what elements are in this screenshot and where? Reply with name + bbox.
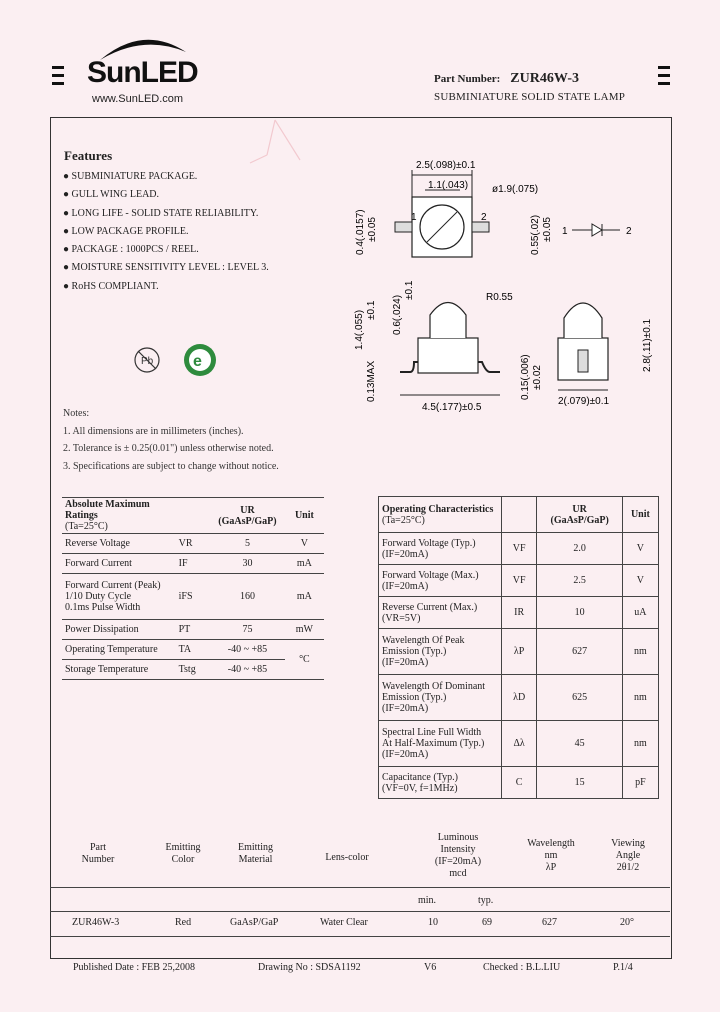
header-right-bar [658, 82, 670, 85]
op-char-col-mat: (GaAsP/GaP) [550, 514, 609, 526]
feature-item: ● PACKAGE : 1000PCS / REEL. [63, 244, 199, 256]
svg-text:Pb: Pb [141, 356, 154, 367]
param-symbol: TA [176, 640, 211, 660]
selection-header: Wavelength nm λP [527, 838, 575, 873]
note-item: 2. Tolerance is ± 0.25(0.01") unless otherwise noted. [63, 443, 274, 454]
param-value: 625 [537, 675, 622, 721]
dim-height-tol: ±0.1 [366, 300, 377, 320]
op-char-title: Operating Characteristics [382, 503, 494, 515]
param-name: Reverse Voltage [62, 534, 176, 554]
op-char-cond: (Ta=25°C) [382, 514, 425, 526]
notes-title: Notes: [63, 408, 90, 419]
param-name: Wavelength Of Peak Emission (Typ.) (IF=20mA) [379, 629, 502, 675]
param-value: 15 [537, 767, 622, 799]
selection-header: Luminous Intensity (IF=20mA) mcd [434, 832, 482, 879]
selection-header: Emitting Material [238, 842, 273, 865]
checked-by: Checked : B.L.LIU [483, 962, 561, 973]
note-item: 1. All dimensions are in millimeters (inches). [63, 425, 244, 437]
pin-1: 1 [411, 212, 417, 223]
notes [63, 405, 279, 475]
param-unit: pF [622, 767, 658, 799]
param-symbol: VF [501, 533, 537, 565]
feature-item: ● LONG LIFE - SOLID STATE RELIABILITY. [63, 207, 259, 219]
header-right-bar [658, 66, 670, 69]
param-value: 30 [210, 554, 285, 574]
abs-max-row [62, 554, 324, 574]
feature-item: ● MOISTURE SENSITIVITY LEVEL : LEVEL 3. [63, 262, 269, 274]
param-unit: uA [622, 597, 658, 629]
dim-lead-thk: 0.15(.006) [520, 354, 531, 400]
selection-headers [50, 828, 670, 886]
page-number: P.1/4 [613, 962, 633, 973]
website[interactable]: www.SunLED.com [92, 93, 184, 105]
param-symbol: IR [501, 597, 537, 629]
param-value: 2.5 [537, 565, 622, 597]
abs-max-row [62, 620, 324, 640]
param-symbol: λD [501, 675, 537, 721]
param-unit: mA [285, 554, 324, 574]
param-symbol: IF [176, 554, 211, 574]
selection-cell: 20° [620, 917, 634, 928]
schematic-pin-1: 1 [562, 226, 568, 237]
part-number: ZUR46W-3 [510, 71, 579, 86]
param-name: Wavelength Of Dominant Emission (Typ.) (IF=20mA) [379, 675, 502, 721]
dim-lens-h-tol: ±0.1 [404, 280, 415, 300]
dim-height: 1.4(.055) [354, 309, 365, 350]
param-value: 45 [537, 721, 622, 767]
part-number-line [434, 69, 579, 87]
abs-max-table [62, 497, 324, 680]
part-number-label: Part Number: [434, 73, 501, 85]
selection-header: Lens-color [325, 852, 369, 863]
param-name: Operating Temperature [62, 640, 176, 660]
param-value: 2.0 [537, 533, 622, 565]
subtitle: SUBMINIATURE SOLID STATE LAMP [434, 91, 626, 103]
param-value: 160 [210, 574, 285, 620]
abs-max-col-ur: UR [240, 504, 255, 516]
features-list [63, 168, 269, 296]
param-unit: V [622, 565, 658, 597]
op-char-row [379, 629, 659, 675]
param-symbol: VR [176, 534, 211, 554]
param-unit: nm [622, 721, 658, 767]
dim-inner-width: 1.1(.043) [428, 180, 469, 191]
feature-item: ● GULL WING LEAD. [63, 189, 160, 201]
selection-header: Emitting Color [165, 842, 201, 865]
param-symbol: iFS [176, 574, 211, 620]
op-char-row [379, 597, 659, 629]
param-name: Capacitance (Typ.) (VF=0V, f=1MHz) [379, 767, 502, 799]
param-value: 75 [210, 620, 285, 640]
selection-cell: Water Clear [320, 917, 368, 928]
dim-standoff: 0.13MAX [366, 360, 377, 402]
param-unit: mA [285, 574, 324, 620]
dim-left-tol: ±0.05 [367, 217, 378, 242]
param-unit: nm [622, 629, 658, 675]
param-name: Forward Current (Peak) 1/10 Duty Cycle 0.1ms Pulse Width [62, 574, 176, 620]
param-name: Reverse Current (Max.) (VR=5V) [379, 597, 502, 629]
selection-row [50, 917, 670, 933]
selection-cell: 10 [428, 917, 438, 928]
op-char-table [378, 496, 659, 799]
param-symbol: C [501, 767, 537, 799]
header-left-bar [52, 74, 64, 77]
rohs-e-icon [182, 342, 218, 378]
op-char-row [379, 533, 659, 565]
abs-max-row [62, 574, 324, 620]
param-unit: mW [285, 620, 324, 640]
param-value: 10 [537, 597, 622, 629]
param-name: Forward Current [62, 554, 176, 574]
abs-max-cond: (Ta=25°C) [65, 521, 108, 532]
param-name: Spectral Line Full Width At Half-Maximum (Typ.) (IF=20mA) [379, 721, 502, 767]
feature-item: ● RoHS COMPLIANT. [63, 280, 159, 292]
param-symbol: λP [501, 629, 537, 675]
selection-guide [50, 828, 670, 958]
param-symbol: Δλ [501, 721, 537, 767]
param-name: Forward Voltage (Typ.) (IF=20mA) [379, 533, 502, 565]
watermark-icon [245, 115, 305, 175]
abs-max-title: Absolute Maximum Ratings [65, 499, 150, 521]
selection-cell: ZUR46W-3 [72, 917, 120, 928]
svg-text:e: e [193, 353, 202, 370]
selection-cell: GaAsP/GaP [230, 917, 279, 928]
param-value: 5 [210, 534, 285, 554]
param-name: Storage Temperature [62, 660, 176, 680]
op-char-row [379, 767, 659, 799]
schematic-pin-2: 2 [626, 226, 632, 237]
param-name: Forward Voltage (Max.) (IF=20mA) [379, 565, 502, 597]
brand-logo: SunLED [87, 56, 198, 89]
footer [50, 962, 670, 978]
selection-cell: 69 [482, 917, 492, 928]
selection-min-label: min. [418, 895, 437, 906]
temp-unit: °C [285, 640, 324, 680]
param-unit: V [285, 534, 324, 554]
dim-right-tol: ±0.05 [542, 217, 553, 242]
param-symbol: PT [176, 620, 211, 640]
selection-header: Part Number [81, 842, 115, 865]
selection-cell: Red [175, 917, 192, 928]
dim-total-len: 4.5(.177)±0.5 [422, 402, 482, 413]
dim-side-h: 2.8(.11)±0.1 [642, 318, 653, 372]
param-symbol: Tstg [176, 660, 211, 680]
published-date: Published Date : FEB 25,2008 [73, 962, 195, 973]
param-value: -40 ~ +85 [210, 660, 285, 680]
param-value: -40 ~ +85 [210, 640, 285, 660]
abs-max-row [62, 660, 324, 680]
op-char-col-ur: UR [572, 503, 587, 515]
param-value: 627 [537, 629, 622, 675]
note-item: 3. Specifications are subject to change without notice. [63, 460, 279, 472]
dim-radius: R0.55 [486, 292, 513, 303]
dim-lens-h: 0.6(.024) [392, 294, 403, 335]
dim-side-w: 2(.079)±0.1 [558, 396, 610, 407]
param-unit: nm [622, 675, 658, 721]
selection-cell: 627 [542, 917, 557, 928]
pin-2: 2 [481, 212, 487, 223]
dim-top-width: 2.5(.098)±0.1 [416, 160, 476, 171]
header-left-bar [52, 66, 64, 69]
op-char-row [379, 565, 659, 597]
op-char-col-unit: Unit [622, 497, 658, 533]
selection-header: Viewing Angle 2θ1/2 [611, 838, 645, 873]
dim-lens-dia: ø1.9(.075) [492, 184, 539, 195]
selection-typ-label: typ. [478, 895, 494, 906]
abs-max-col-unit: Unit [285, 498, 324, 534]
version: V6 [424, 962, 437, 973]
op-char-row [379, 675, 659, 721]
param-name: Power Dissipation [62, 620, 176, 640]
header-left-bar [52, 82, 64, 85]
abs-max-row [62, 640, 324, 660]
param-symbol: VF [501, 565, 537, 597]
dim-lead-thk-tol: ±0.02 [532, 365, 543, 390]
dim-right-lead: 0.55(.02) [530, 214, 541, 255]
features-title: Features [64, 148, 113, 163]
abs-max-col-mat: (GaAsP/GaP) [218, 515, 277, 527]
op-char-row [379, 721, 659, 767]
drawing-number: Drawing No : SDSA1192 [258, 962, 361, 973]
header-right-bar [658, 74, 670, 77]
dim-left-lead: 0.4(.0157) [355, 209, 366, 255]
pb-free-icon [132, 345, 162, 375]
abs-max-row [62, 534, 324, 554]
feature-item: ● SUBMINIATURE PACKAGE. [63, 171, 198, 182]
feature-item: ● LOW PACKAGE PROFILE. [63, 225, 189, 237]
package-drawing [340, 150, 670, 415]
param-unit: V [622, 533, 658, 565]
